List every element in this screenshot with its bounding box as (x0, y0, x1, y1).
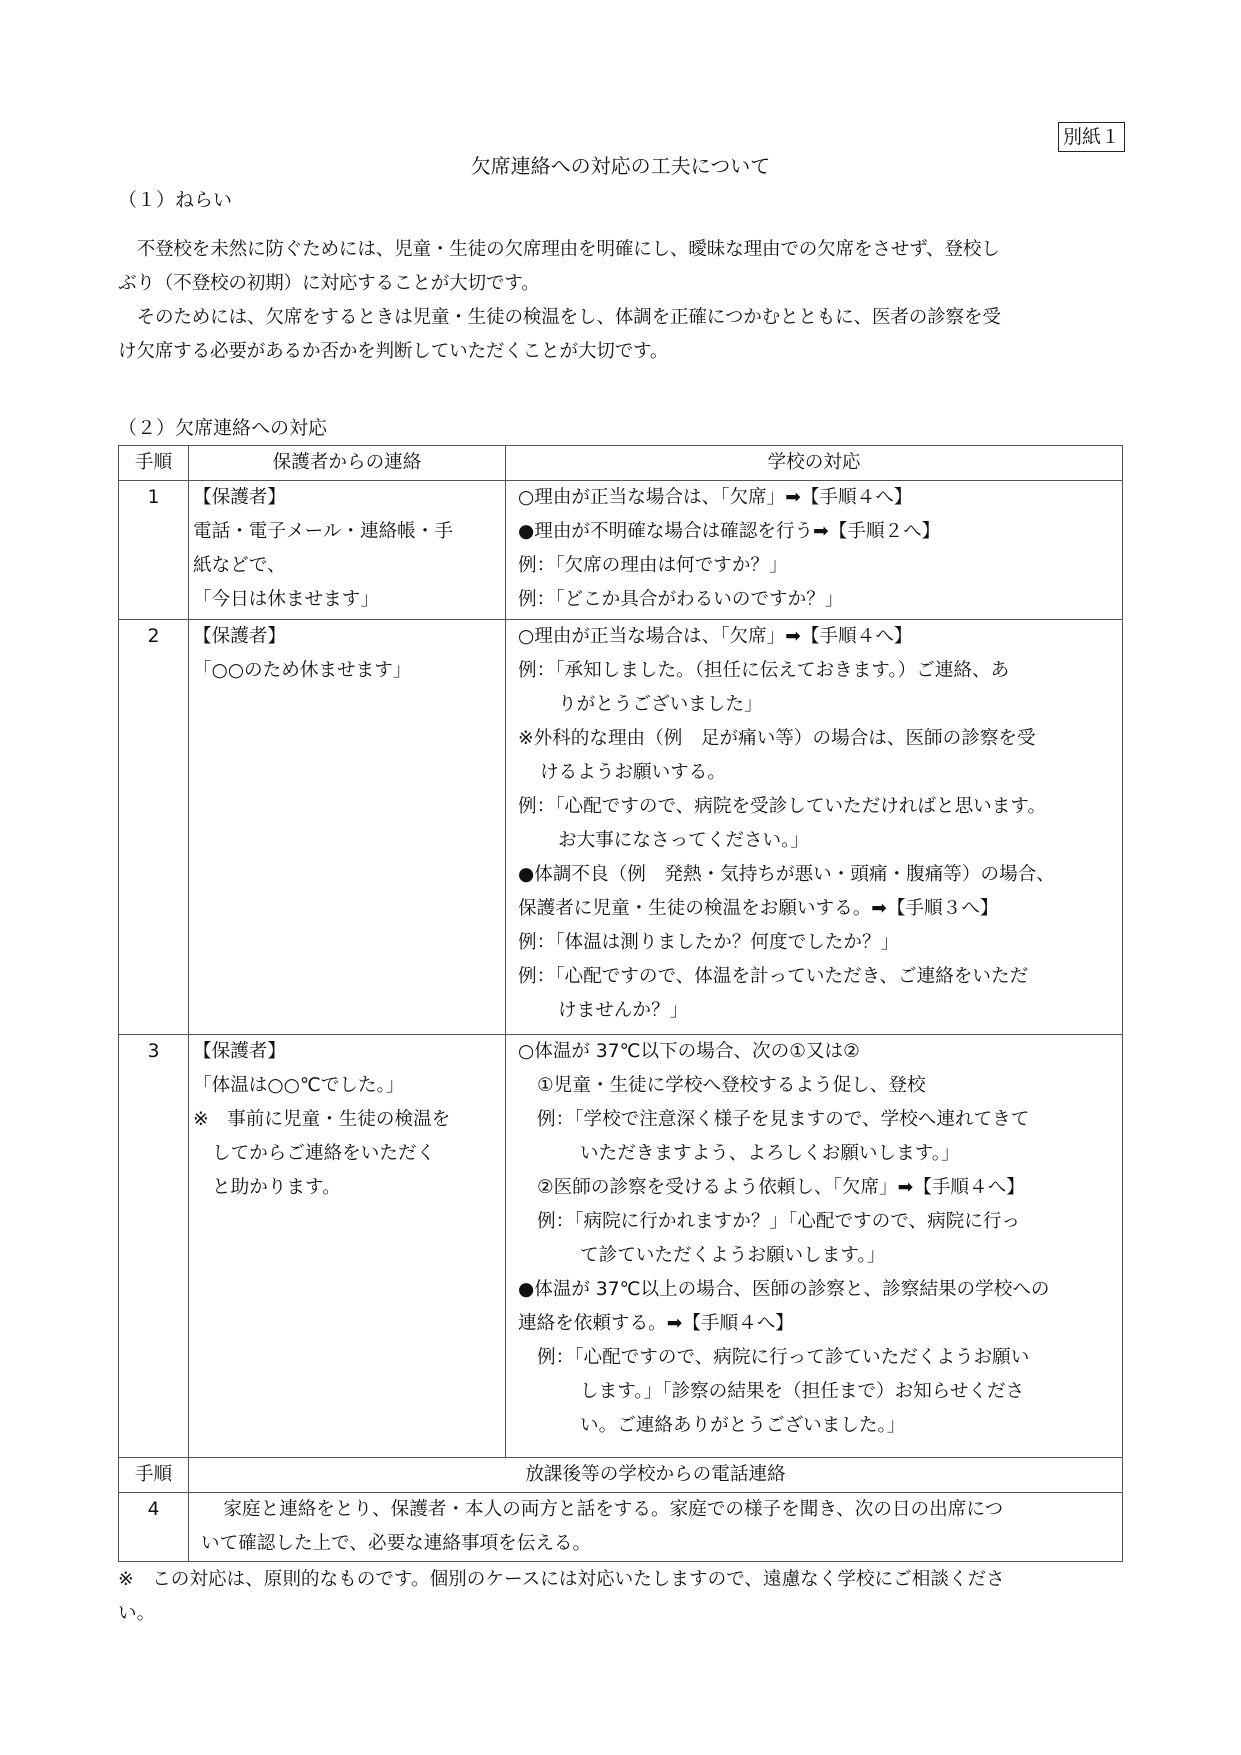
section1-paragraph-1 (118, 233, 1128, 301)
guardian-contact-cell (189, 1035, 506, 1458)
cell-line: 例：「どこか具合がわるいのですか？」 (518, 589, 844, 610)
cell-line: けませんか？」 (558, 1000, 689, 1021)
school-response-cell (506, 481, 1123, 620)
table-row (119, 620, 1123, 1035)
cell-line: ※外科的な理由（例 足が痛い等）の場合は、医師の診察を受 (518, 728, 1036, 749)
step-number: 3 (119, 1035, 189, 1458)
cell-line: ○理由が正当な場合は、「欠席」➡【手順４へ】 (518, 487, 913, 508)
cell-line: ○理由が正当な場合は、「欠席」➡【手順４へ】 (518, 626, 913, 647)
cell-line: い。ご連絡ありがとうございました。」 (580, 1415, 906, 1436)
step-number: 1 (119, 481, 189, 620)
table-row (119, 481, 1123, 620)
cell-line: 連絡を依頼する。➡【手順４へ】 (518, 1313, 794, 1334)
step-number: 2 (119, 620, 189, 1035)
cell-line: 【保護者】 (193, 487, 286, 508)
cell-line: いただきますよう、よろしくお願いします。」 (580, 1143, 960, 1164)
footnote (118, 1563, 1128, 1631)
cell-line: 紙などで、 (193, 555, 286, 576)
cell-line: ①児童・生徒に学校へ登校するよう促し、登校 (537, 1075, 926, 1096)
cell-line: ○体温が 37℃以下の場合、次の①又は② (518, 1041, 860, 1062)
cell-line: て診ていただくようお願いします。」 (580, 1245, 886, 1266)
header-after-school: 放課後等の学校からの電話連絡 (189, 1458, 1123, 1493)
cell-line: 例：「心配ですので、病院に行って診ていただくようお願い (537, 1347, 1030, 1368)
cell-line: 電話・電子メール・連絡帳・手 (193, 521, 453, 542)
cell-line: ●理由が不明確な場合は確認を行う➡【手順２へ】 (518, 521, 941, 542)
section2-heading: （２）欠席連絡への対応 (118, 417, 328, 439)
step-number: 4 (119, 1493, 189, 1562)
header-guardian: 保護者からの連絡 (189, 446, 506, 481)
attachment-label: 別紙１ (1058, 122, 1125, 152)
school-response-cell (506, 620, 1123, 1035)
cell-line: 例：「承知しました。（担任に伝えておきます。）ご連絡、あ (518, 660, 1010, 681)
after-school-cell (189, 1493, 1123, 1562)
cell-line: けるようお願いする。 (540, 762, 726, 783)
cell-line: してからご連絡をいただく (212, 1143, 436, 1164)
paragraph-line: そのためには、欠席をするときは児童・生徒の検温をし、体調を正確につかむとともに、医者の診察を受 (136, 307, 1001, 328)
cell-line: 保護者に児童・生徒の検温をお願いする。➡【手順３へ】 (518, 898, 999, 919)
cell-line: 【保護者】 (193, 1041, 286, 1062)
guardian-contact-cell (189, 481, 506, 620)
header-school: 学校の対応 (506, 446, 1123, 481)
cell-line: いて確認した上で、必要な連絡事項を伝える。 (201, 1533, 592, 1554)
section1-paragraph-2 (118, 301, 1128, 369)
cell-line: 例：「体温は測りましたか？何度でしたか？」 (518, 932, 900, 953)
cell-line: 「今日は休ませます」 (193, 589, 379, 610)
cell-line: 家庭と連絡をとり、保護者・本人の両方と話をする。家庭での様子を聞き、次の日の出席につ (223, 1499, 1004, 1520)
paragraph-line: 不登校を未然に防ぐためには、児童・生徒の欠席理由を明確にし、曖昧な理由での欠席をさせず、登校し (136, 239, 1000, 260)
cell-line: 「○○のため休ませます」 (193, 660, 412, 681)
cell-line: ●体調不良（例 発熱・気持ちが悪い・頭痛・腹痛等）の場合、 (518, 864, 1055, 885)
cell-line: 例：「心配ですので、病院を受診していただければと思います。 (518, 796, 1047, 817)
cell-line: 例：「心配ですので、体温を計っていただき、ご連絡をいただ (518, 966, 1029, 987)
cell-line: 「体温は○○℃でした。」 (193, 1075, 405, 1096)
section1-heading: （１）ねらい (118, 189, 233, 211)
cell-line: ※ 事前に児童・生徒の検温を (193, 1109, 451, 1130)
cell-line: りがとうございました」 (558, 694, 763, 715)
page-title: 欠席連絡への対応の工夫について (470, 154, 771, 178)
paragraph-line: け欠席する必要があるか否かを判断していただくことが大切です。 (118, 341, 669, 362)
cell-line: 例：「学校で注意深く様子を見ますので、学校へ連れてきて (537, 1109, 1030, 1130)
paragraph-line: ぶり（不登校の初期）に対応することが大切です。 (118, 273, 540, 294)
cell-line: お大事になさってください。」 (558, 830, 810, 851)
header-step-2: 手順 (119, 1458, 189, 1493)
table-row (119, 1035, 1123, 1458)
table-header-row (119, 446, 1123, 481)
cell-line: します。」「診察の結果を（担任まで）お知らせくださ (580, 1381, 1025, 1402)
guardian-contact-cell (189, 620, 506, 1035)
after-school-header-row (119, 1458, 1123, 1493)
absence-response-table (118, 445, 1123, 1562)
cell-line: と助かります。 (212, 1177, 341, 1198)
cell-line: 例：「病院に行かれますか？」「心配ですので、病院に行っ (537, 1211, 1021, 1232)
footnote-line: ※ この対応は、原則的なものです。個別のケースには対応いたしますので、遠慮なく学校にご相談くださ (118, 1569, 1005, 1590)
cell-line: 【保護者】 (193, 626, 286, 647)
school-response-cell (506, 1035, 1123, 1458)
cell-line: 例：「欠席の理由は何ですか？」 (518, 555, 788, 576)
cell-line: ②医師の診察を受けるよう依頼し、「欠席」➡【手順４へ】 (537, 1177, 1025, 1198)
footnote-line: い。 (118, 1603, 156, 1624)
header-step: 手順 (119, 446, 189, 481)
cell-line: ●体温が 37℃以上の場合、医師の診察と、診察結果の学校への (518, 1279, 1050, 1300)
table-row (119, 1493, 1123, 1562)
